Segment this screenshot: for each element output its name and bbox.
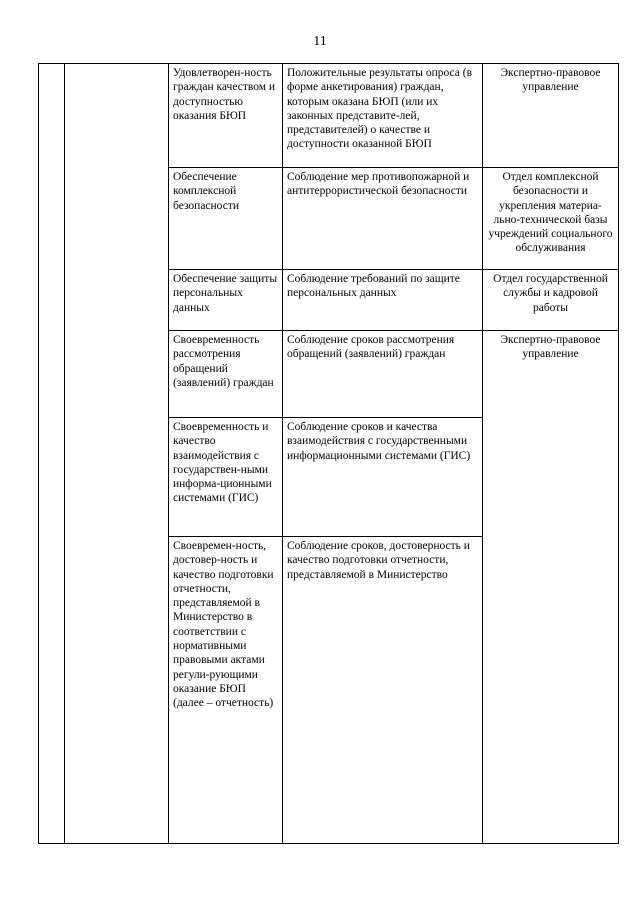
indicator-cell: Обеспечение защиты персональных данных bbox=[169, 270, 283, 331]
indicator-cell: Удовлетворен-ность граждан качеством и доступностью оказания БЮП bbox=[169, 64, 283, 168]
indicators-table bbox=[38, 63, 619, 844]
responsible-cell: Отдел государственной службы и кадровой работы bbox=[483, 270, 619, 331]
criterion-cell: Соблюдение требований по защите персональных данных bbox=[283, 270, 483, 331]
page-number: 11 bbox=[313, 34, 327, 49]
indicator-cell: Обеспечение комплексной безопасности bbox=[169, 168, 283, 270]
criterion-cell: Положительные результаты опроса (в форме анкетирования) граждан, которым оказана БЮП (или их законных представите-лей, представителей) о качестве и доступности оказанной БЮП bbox=[283, 64, 483, 168]
responsible-cell: Экспертно-правовое управление bbox=[483, 64, 619, 168]
responsible-cell: Отдел комплексной безопасности и укрепления материа-льно-технической базы учреждений социального обслуживания bbox=[483, 168, 619, 270]
criterion-cell: Соблюдение мер противопожарной и антитеррористической безопасности bbox=[283, 168, 483, 270]
table-row bbox=[39, 64, 619, 168]
indicator-cell: Своевременность и качество взаимодействия с государствен-ными информа-ционными системами (ГИС) bbox=[169, 418, 283, 537]
responsible-cell: Экспертно-правовое управление bbox=[483, 331, 619, 844]
criterion-cell: Соблюдение сроков рассмотрения обращений (заявлений) граждан bbox=[283, 331, 483, 418]
number-cell bbox=[39, 64, 65, 844]
criterion-cell: Соблюдение сроков, достоверность и качество подготовки отчетности, представляемой в Министерство bbox=[283, 537, 483, 844]
empty-column-cell bbox=[65, 64, 169, 844]
criterion-cell: Соблюдение сроков и качества взаимодействия с государственными информационными системами (ГИС) bbox=[283, 418, 483, 537]
indicator-cell: Своевремен-ность, достовер-ность и качество подготовки отчетности, представляемой в Министерство в соответствии с нормативными правовыми актами регули-рующими оказание БЮП (далее – отчетность) bbox=[169, 537, 283, 844]
indicator-cell: Своевременность рассмотрения обращений (заявлений) граждан bbox=[169, 331, 283, 418]
